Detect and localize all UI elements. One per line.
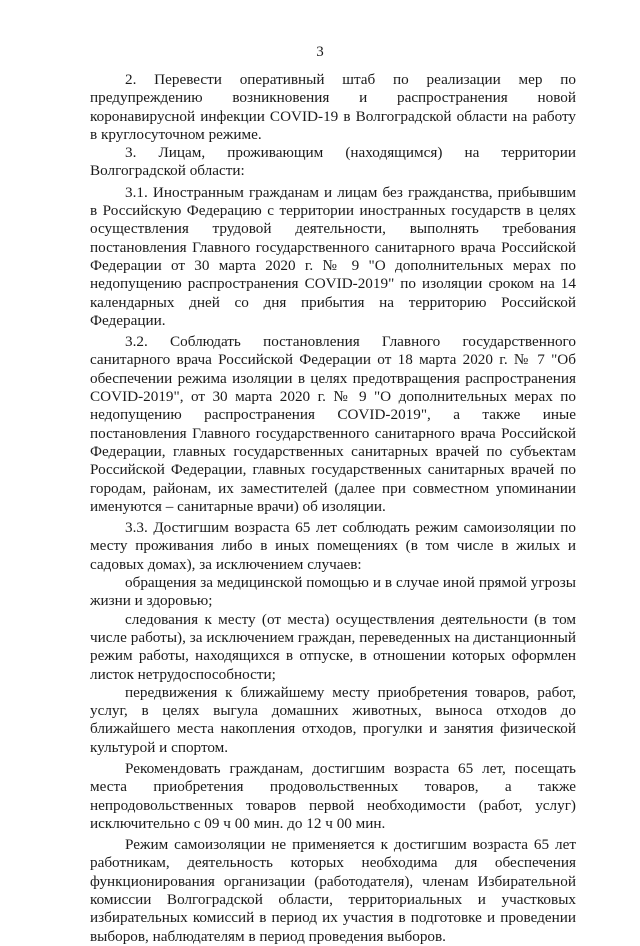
paragraph-2-operational-staff: 2. Перевести оперативный штаб по реализации мер по предупреждению возникновения и распространения новой коронавирусной инфекции COVID-19 в Волгоградской области на работу в круглосуточном режиме.	[90, 71, 576, 143]
page-number: 3	[316, 44, 324, 60]
paragraph-3-residents: 3. Лицам, проживающим (находящимся) на территории Волгоградской области:	[90, 144, 576, 180]
exception-shopping-walks: передвижения к ближайшему месту приобретения товаров, работ, услуг, в целях выгула домашних животных, выноса отходов до ближайшего места накопления отходов, прогулки и занятия физической культурой и спортом.	[90, 683, 576, 756]
paragraph-3-2-sanitary-resolutions: 3.2. Соблюдать постановления Главного государственного санитарного врача Российской Федерации от 18 марта 2020 г. № 7 "Об обеспечении режима изоляции в целях предотвращения распространения COVID-2019", от 30 марта 2020 г. № 9 "О дополнительных мерах по недопущению распространения COVID-2019", а также иные постановления Главного государственного санитарного врача Российской Федерации, главных государственных санитарных врачей по субъектам Российской Федерации, главных государственных санитарных врачей по городам, районам, их заместителей (далее при совместном упоминании именуются – санитарные врачи) об изоляции.	[90, 333, 576, 515]
recommendation-shopping-hours: Рекомендовать гражданам, достигшим возраста 65 лет, посещать места приобретения продовольственных товаров, а также непродовольственных товаров первой необходимости (работ, услуг) исключительно с 09 ч 00 мин. до 12 ч 00 мин.	[90, 759, 576, 832]
exception-medical-help: обращения за медицинской помощью и в случае иной прямой угрозы жизни и здоровью;	[90, 574, 576, 610]
paragraph-3-1-foreign-citizens: 3.1. Иностранным гражданам и лицам без гражданства, прибывшим в Российскую Федерацию с территории иностранных государств в целях осуществления трудовой деятельности, выполнять требования постановления Главного государственного санитарного врача Российской Федерации от 30 марта 2020 г. № 9 "О дополнительных мерах по недопущению распространения COVID-2019" по изоляции сроком на 14 календарных дней со дня прибытия на территорию Российской Федерации.	[90, 183, 576, 329]
paragraph-3-3-age-65-self-isolation: 3.3. Достигшим возраста 65 лет соблюдать режим самоизоляции по месту проживания либо в иных помещениях (в том числе в жилых и садовых домах), за исключением случаев:	[90, 519, 576, 573]
exception-work-travel: следования к месту (от места) осуществления деятельности (в том числе работы), за исключением граждан, переведенных на дистанционный режим работы, находящихся в отпуске, в отношении которых оформлен листок нетрудоспособности;	[90, 610, 576, 683]
self-isolation-exemptions: Режим самоизоляции не применяется к достигшим возраста 65 лет работникам, деятельность которых необходима для обеспечения функционирования организации (работодателя), членам Избирательной комиссии Волгоградской области, территориальных и участковых избирательных комиссий в период их участия в подготовке и проведении выборов, наблюдателям в период проведения выборов.	[90, 836, 576, 945]
document-body	[90, 71, 576, 946]
